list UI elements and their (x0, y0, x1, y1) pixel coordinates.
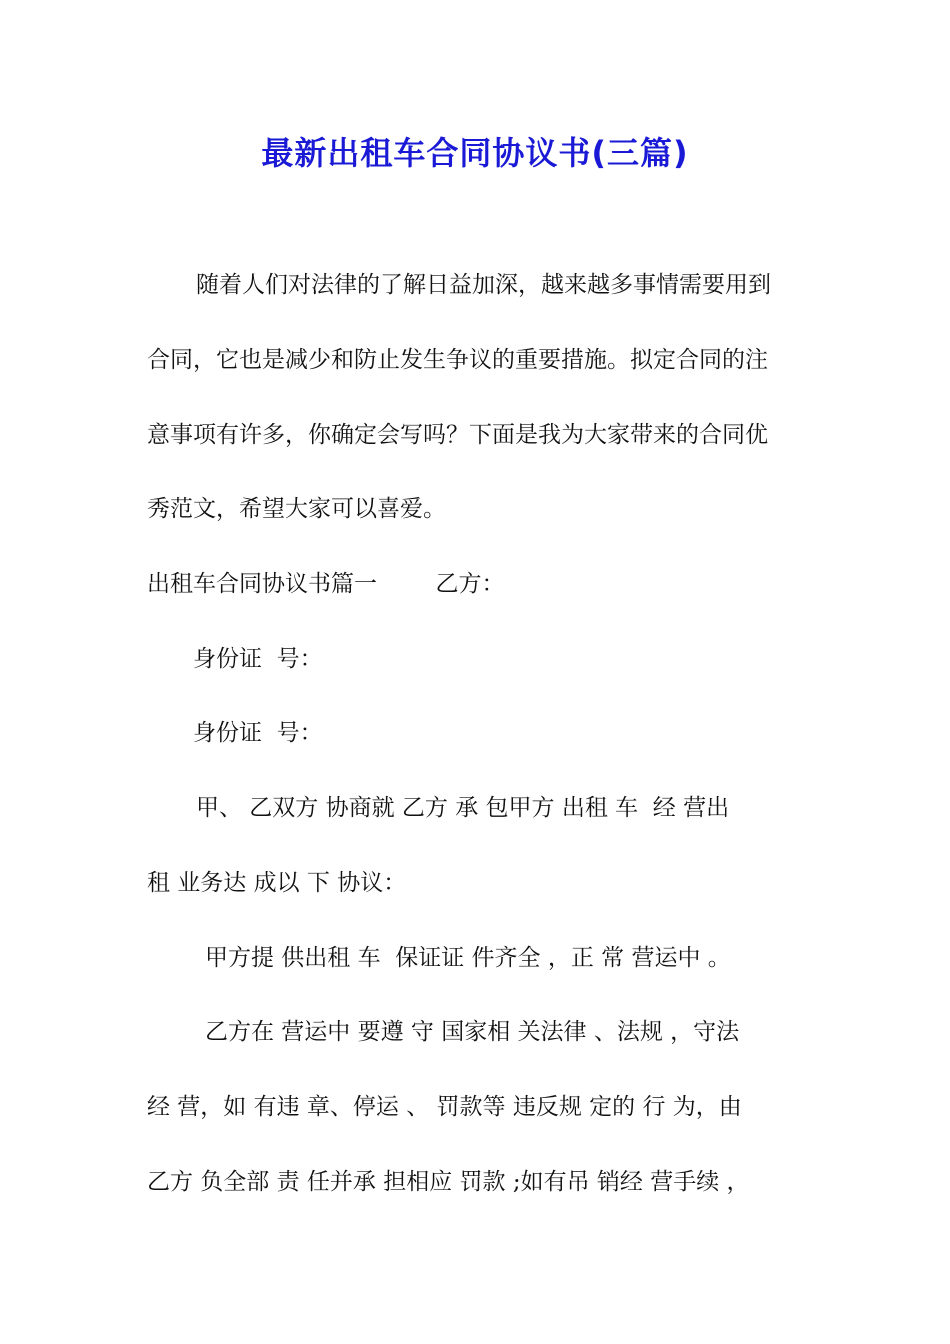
paragraph-line: 随着人们对法律的了解日益加深，越来越多事情需要用到 (196, 272, 771, 298)
paragraph-line: 乙方 负全部 责 任并承 担相应 罚款 ;如有吊 销经 营手续 ， (147, 1169, 750, 1195)
paragraph-line: 乙方在 营运中 要遵 守 国家相 关法律 、法规 ，守法 (205, 1019, 740, 1045)
section-heading-line: 出租车合同协议书篇一 乙方： (147, 571, 505, 597)
document-title: 最新出租车合同协议书(三篇) (261, 134, 689, 172)
paragraph-line: 秀范文，希望大家可以喜爱。 (147, 496, 446, 522)
paragraph-line: 甲、 乙双方 协商就 乙方 承 包甲方 出租 车 经 营出 (196, 795, 730, 821)
id-number-line: 身份证 号： (193, 720, 323, 746)
paragraph-line: 意事项有许多，你确定会写吗？下面是我为大家带来的合同优 (147, 422, 768, 448)
paragraph-line: 合同，它也是减少和防止发生争议的重要措施。拟定合同的注 (147, 347, 768, 373)
paragraph-line: 租 业务达 成以 下 协议： (147, 870, 407, 896)
paragraph-line: 甲方提 供出租 车 保证证 件齐全 ，正 常 营运中 。 (205, 945, 731, 971)
paragraph-line: 经 营，如 有违 章、停运 、 罚款等 违反规 定的 行 为，由 (147, 1094, 742, 1120)
id-number-line: 身份证 号： (193, 646, 323, 672)
